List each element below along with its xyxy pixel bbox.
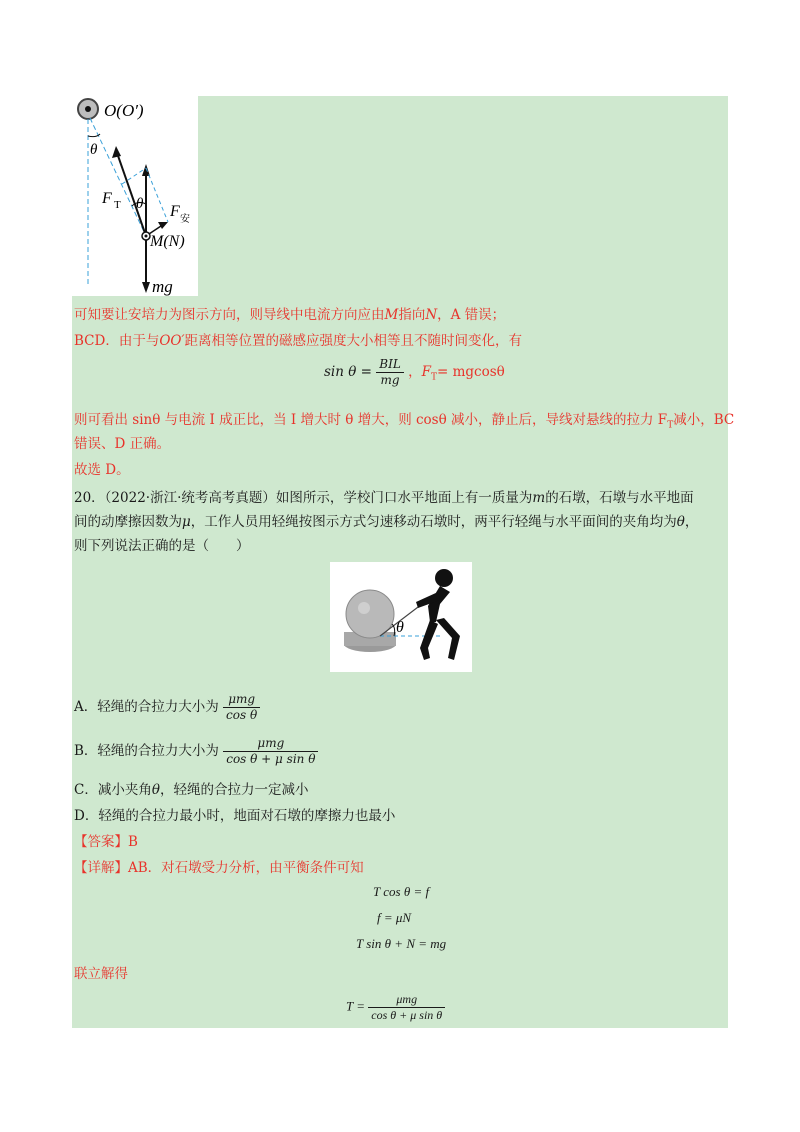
label-theta-top: θ (90, 142, 98, 158)
formula-sin-theta: sin θ = $\frac{\text{BIL}}{mg}$ ，$F_T= mgcos\theta$ (324, 357, 505, 387)
solution-line-3: 则可看出 sinθ 与电流 I 成正比，当 I 增大时 θ 增大，则 cosθ 减小，静止后，导线对悬线的拉力 $F_T$减小，BC (74, 412, 735, 431)
option-a: A．轻绳的合拉力大小为 $\frac{\text{μmg}}{\text{cos θ}}$ (74, 692, 260, 723)
stone-pier-figure (330, 562, 472, 672)
label-theta-mid: θ (136, 196, 144, 212)
detail-line: 【详解】AB．对石墩受力分析，由平衡条件可知 (74, 860, 364, 876)
answer-line: 【答案】B (74, 834, 138, 850)
joint-solve: 联立解得 (74, 966, 128, 982)
question-line-2: 间的动摩擦因数为μ，工作人员用轻绳按图示方式匀速移动石墩时，两平行轻绳与水平面间的夹角均为θ， (74, 514, 699, 530)
label-Fan: F (170, 203, 180, 220)
equation-2: f = μN (377, 910, 412, 925)
equation-1: T cos θ = f (373, 884, 430, 899)
equation-3: T sin θ + N = mg (356, 936, 447, 951)
force-diagram-1 (72, 96, 198, 296)
option-d: D．轻绳的合拉力最小时，地面对石墩的摩擦力也最小 (74, 808, 396, 824)
label-Fan-sub: 安 (180, 214, 190, 225)
equation-4: T = $\frac{\text{μmg}}{\text{cos θ + μ sin θ}}$ (346, 992, 445, 1023)
solution-line-1: 可知要让安培力为图示方向，则导线中电流方向应由M指向N，A 错误； (74, 307, 506, 323)
option-c: C．减小夹角θ，轻绳的合拉力一定减小 (74, 782, 309, 798)
option-b: B．轻绳的合拉力大小为 $\frac{\text{μmg}}{\text{cos θ + μ sin θ}}$ (74, 736, 318, 767)
solution-line-4: 错误、D 正确。 (74, 436, 171, 452)
fig2-theta: θ (396, 619, 404, 636)
label-mg: mg (152, 277, 173, 296)
solution-line-5: 故选 D。 (74, 462, 130, 478)
question-line-3: 则下列说法正确的是（ ） (74, 538, 250, 554)
label-FT-sub: T (114, 199, 121, 211)
question-line-1: 20．（2022·浙江·统考高考真题）如图所示，学校门口水平地面上有一质量为m的石墩，石墩与水平地面 (74, 490, 694, 506)
label-M: M(N) (150, 233, 185, 250)
label-FT: F (102, 190, 112, 207)
solution-line-2: BCD．由于与OO′距离相等位置的磁感应强度大小相等且不随时间变化，有 (74, 333, 523, 349)
label-O: O(O′) (104, 101, 144, 120)
